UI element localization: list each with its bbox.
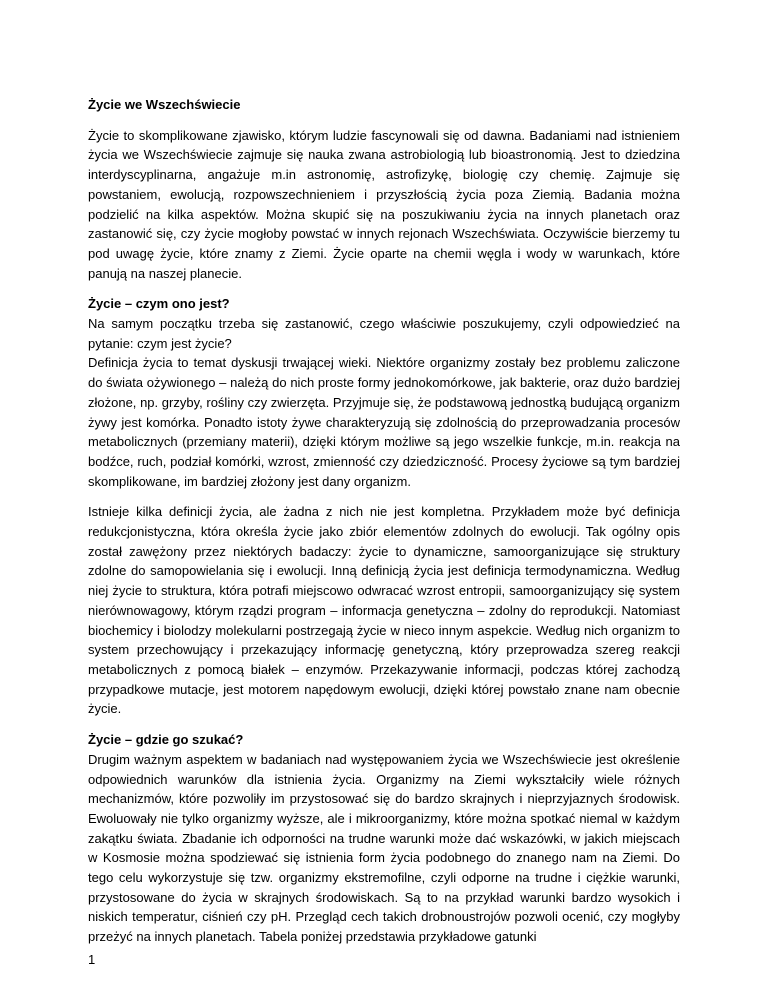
intro-paragraph: Życie to skomplikowane zjawisko, którym ludzie fascynowali się od dawna. Badaniami nad istnieniem życia we Wszechświecie zajmuje się nauka zwana astrobiologią lub bioastronomią. Jest to dziedzina interdyscyplinarna, angażuje m.in astronomię, astrofizykę, biologię czy chemię. Zajmuje się powstaniem, ewolucją, rozpowszechnieniem i przyszłością życia poza Ziemią. Badania można podzielić na kilka aspektów. Można skupić się na poszukiwaniu życia na innych planetach oraz zastanowić się, czy życie mogłoby powstać w innych rejonach Wszechświata. Oczywiście bierzemy tu pod uwagę życie, które znamy z Ziemi. Życie oparte na chemii węgla i wody w warunkach, które panują na naszej planecie.: [88, 127, 680, 281]
page-content: [88, 95, 680, 947]
document-title: Życie we Wszechświecie: [88, 97, 241, 112]
section1-paragraph-2: Definicja życia to temat dyskusji trwającej wieki. Niektóre organizmy zostały bez problemu zaliczone do świata ożywionego – należą do nich proste formy jednokomórkowe, jak bakterie, oraz dużo bardziej złożone, np. grzyby, rośliny czy zwierzęta. Przyjmuje się, że podstawową jednostką budującą organizm żywy jest komórka. Ponadto istoty żywe charakteryzują się zdolnością do przeprowadzania procesów metabolicznych (przemiany materii), dzięki którym możliwe są jego wszelkie funkcje, m.in. reakcja na bodźce, ruch, podział komórki, wzrost, zmienność czy dziedziczność. Procesy życiowe są tym bardziej skomplikowane, im bardziej złożony jest dany organizm.: [88, 355, 680, 489]
section1-paragraph-1: Na samym początku trzeba się zastanowić, czego właściwie poszukujemy, czyli odpowiedzieć na pytanie: czym jest życie?: [88, 316, 680, 351]
section-heading-where-to-search: Życie – gdzie go szukać?: [88, 732, 244, 748]
section2-paragraph-1: Drugim ważnym aspektem w badaniach nad występowaniem życia we Wszechświecie jest określenie odpowiednich warunków dla istnienia życia. Organizmy na Ziemi wykształciły wiele różnych mechanizmów, które pozwoliły im przystosować się do bardzo skrajnych i nieprzyjaznych środowisk. Ewoluowały nie tylko organizmy wyższe, ale i mikroorganizmy, które można spotkać niemal w każdym zakątku świata. Zbadanie ich odporności na trudne warunki może dać wskazówki, w jakich miejscach w Kosmosie można spodziewać się istnienia form życia podobnego do znanego nam na Ziemi. Do tego celu wykorzystuje się tzw. organizmy ekstremofilne, czyli odporne na trudne i ciężkie warunki, przystosowane do życia w skrajnych środowiskach. Są to na przykład warunki bardzo wysokich i niskich temperatur, ciśnień czy pH. Przegląd cech takich drobnoustrojów pozwoli ocenić, czy mogłyby przeżyć na innych planetach. Tabela poniżej przedstawia przykładowe gatunki: [88, 751, 680, 945]
page-number: 1: [88, 952, 96, 967]
section1-paragraph-3: Istnieje kilka definicji życia, ale żadna z nich nie jest kompletna. Przykładem może być definicja redukcjonistyczna, która określa życie jako zbiór elementów zdolnych do ewolucji. Tak ogólny opis został zawężony przez niektórych badaczy: życie to dynamiczne, samoorganizujące się struktury zdolne do samopowielania się i ewolucji. Inną definicją życia jest definicja termodynamiczna. Według niej życie to struktura, która potrafi miejscowo odwracać wzrost entropii, samoorganizujący się system nierównowagowy, którym rządzi program – informacja genetyczna – zdolny do reprodukcji. Natomiast biochemicy i biolodzy molekularni postrzegają życie w nieco innym aspekcie. Według nich organizm to system przechowujący i przekazujący informację genetyczną, który przeprowadza szereg reakcji metabolicznych z pomocą białek – enzymów. Przekazywanie informacji, podczas której zachodzą przypadkowe mutacje, jest motorem napędowym ewolucji, dzięki której powstało znane nam obecnie życie.: [88, 504, 680, 717]
section-heading-what-is-life: Życie – czym ono jest?: [88, 296, 230, 312]
